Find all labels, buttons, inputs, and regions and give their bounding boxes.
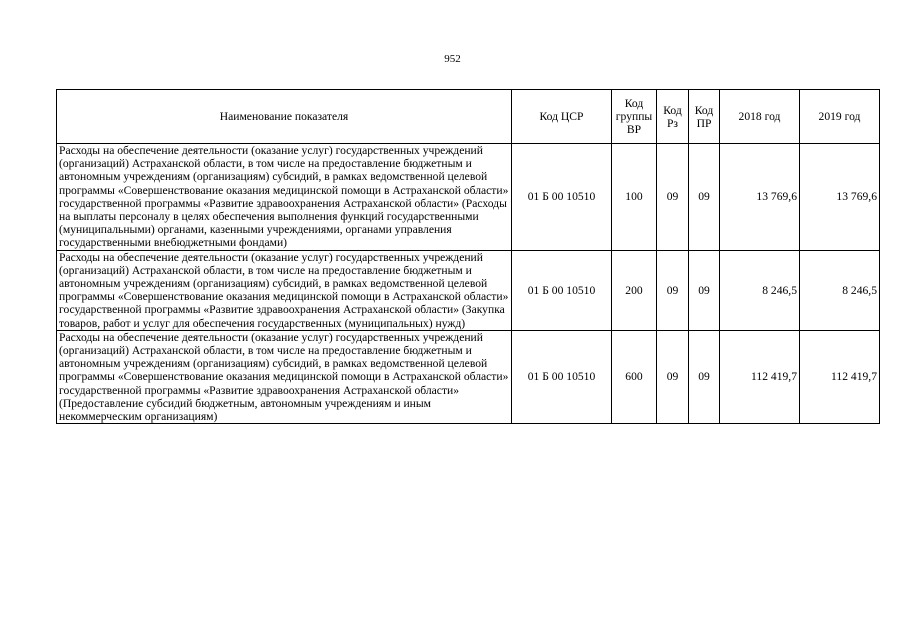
header-year-2018: 2018 год xyxy=(720,90,800,144)
header-row xyxy=(57,90,880,144)
vr-code-cell: 600 xyxy=(612,330,657,423)
amount-2019-cell: 13 769,6 xyxy=(800,144,880,251)
header-indicator-name: Наименование показателя xyxy=(57,90,512,144)
table-row xyxy=(57,250,880,330)
table-row xyxy=(57,144,880,251)
header-rz-code: Код Рз xyxy=(657,90,689,144)
amount-2019-cell: 8 246,5 xyxy=(800,250,880,330)
header-csr-code: Код ЦСР xyxy=(512,90,612,144)
vr-code-cell: 200 xyxy=(612,250,657,330)
header-year-2019: 2019 год xyxy=(800,90,880,144)
amount-2018-cell: 112 419,7 xyxy=(720,330,800,423)
amount-2018-cell: 8 246,5 xyxy=(720,250,800,330)
amount-2018-cell: 13 769,6 xyxy=(720,144,800,251)
indicator-name-cell: Расходы на обеспечение деятельности (оказание услуг) государственных учреждений (организаций) Астраханской области, в том числе на предоставление бюджетным и автономным учреждениям (организациям) субсидий, в рамках ведомственной целевой программы «Совершенствование оказания медицинской помощи в Астраханской области» государственной программы «Развитие здравоохранения Астраханской области» (Предоставление субсидий бюджетным, автономным учреждениям и иным некоммерческим организациям) xyxy=(57,330,512,423)
pr-code-cell: 09 xyxy=(689,330,720,423)
pr-code-cell: 09 xyxy=(689,144,720,251)
budget-table xyxy=(56,89,880,424)
pr-code-cell: 09 xyxy=(689,250,720,330)
rz-code-cell: 09 xyxy=(657,250,689,330)
csr-code-cell: 01 Б 00 10510 xyxy=(512,144,612,251)
csr-code-cell: 01 Б 00 10510 xyxy=(512,250,612,330)
vr-code-cell: 100 xyxy=(612,144,657,251)
csr-code-cell: 01 Б 00 10510 xyxy=(512,330,612,423)
header-pr-code: Код ПР xyxy=(689,90,720,144)
indicator-name-cell: Расходы на обеспечение деятельности (оказание услуг) государственных учреждений (организаций) Астраханской области, в том числе на предоставление бюджетным и автономным учреждениям (организациям) субсидий, в рамках ведомственной целевой программы «Совершенствование оказания медицинской помощи в Астраханской области» государственной программы «Развитие здравоохранения Астраханской области» (Закупка товаров, работ и услуг для обеспечения государственных (муниципальных) нужд) xyxy=(57,250,512,330)
page-number: 952 xyxy=(444,53,461,65)
amount-2019-cell: 112 419,7 xyxy=(800,330,880,423)
rz-code-cell: 09 xyxy=(657,144,689,251)
rz-code-cell: 09 xyxy=(657,330,689,423)
table-row xyxy=(57,330,880,423)
header-vr-group-code: Код группы ВР xyxy=(612,90,657,144)
indicator-name-cell: Расходы на обеспечение деятельности (оказание услуг) государственных учреждений (организаций) Астраханской области, в том числе на предоставление бюджетным и автономным учреждениям (организациям) субсидий, в рамках ведомственной целевой программы «Совершенствование оказания медицинской помощи в Астраханской области» государственной программы «Развитие здравоохранения Астраханской области» (Расходы на выплаты персоналу в целях обеспечения выполнения функций государственными (муниципальными) органами, казенными учреждениями, органами управления государственными внебюджетными фондами) xyxy=(57,144,512,251)
